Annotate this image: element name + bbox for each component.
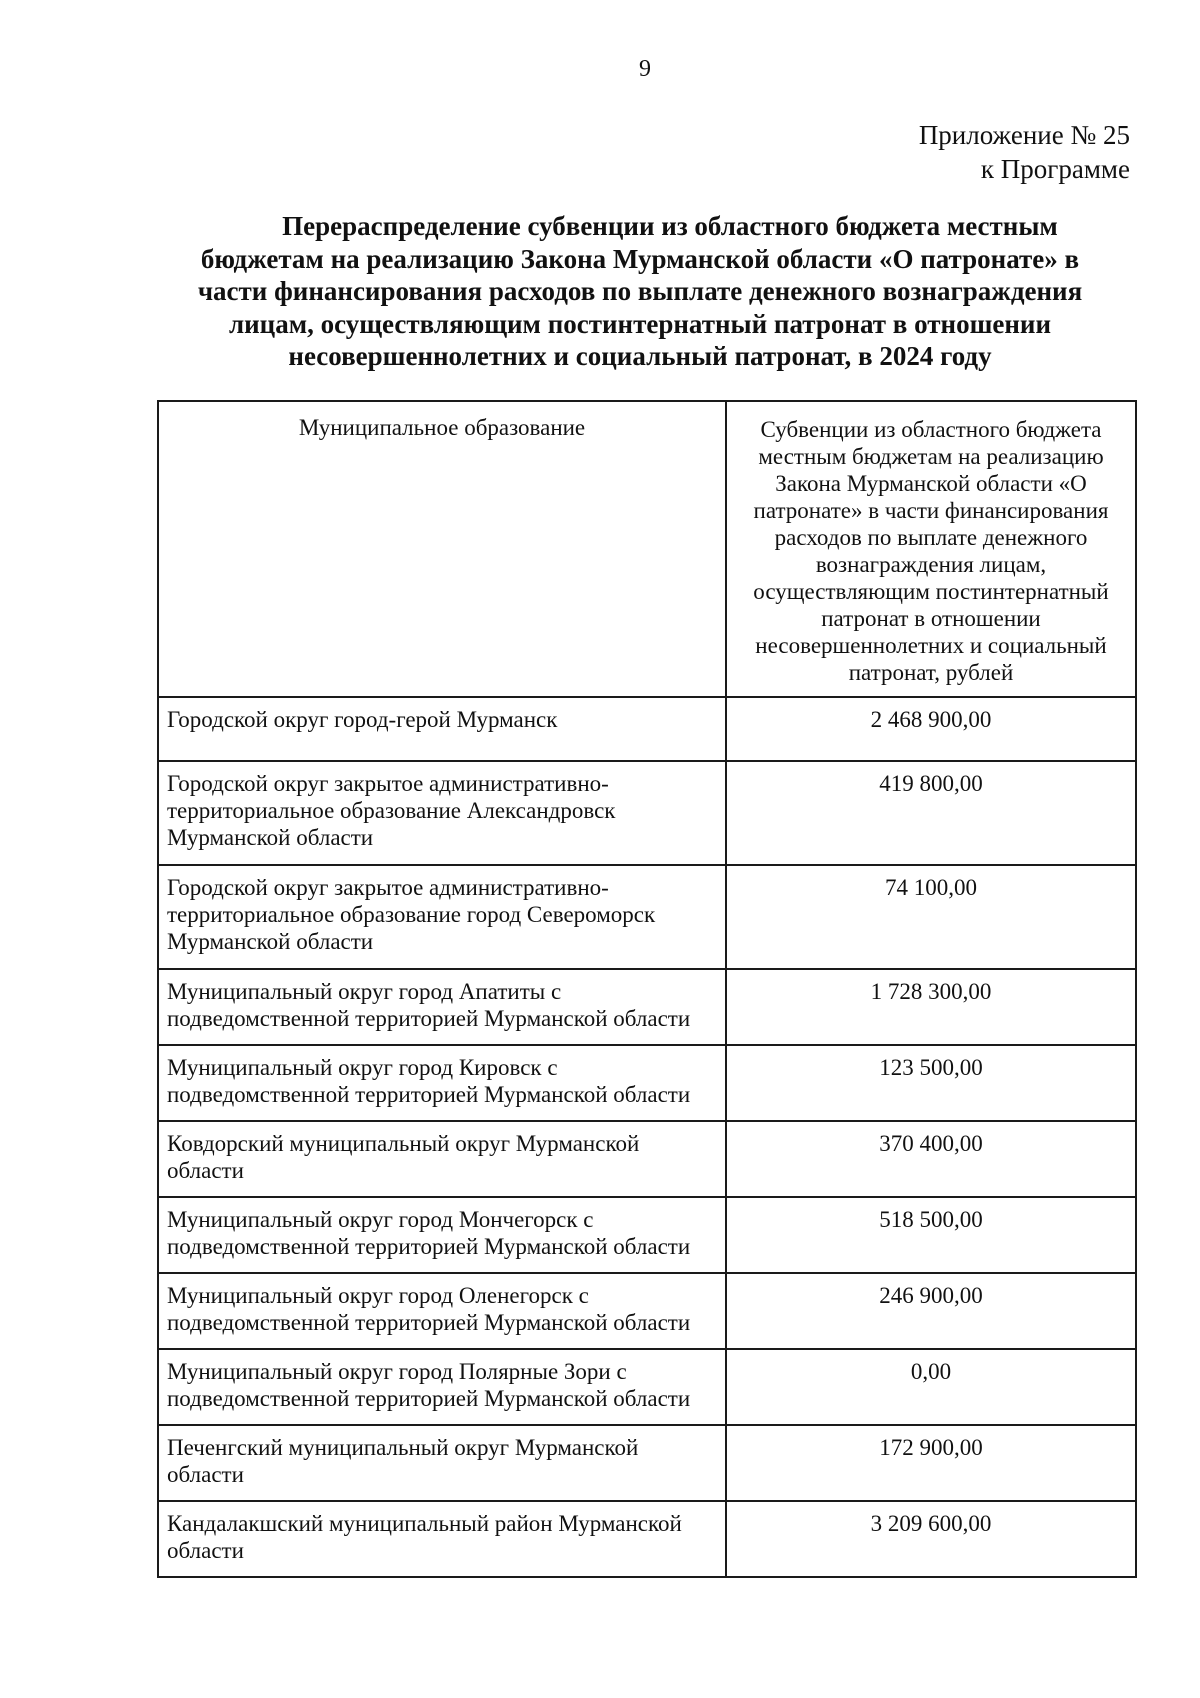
title-line-text: Перераспределение субвенции из областного бюджета местным [282, 211, 1058, 241]
table-row [158, 1121, 1136, 1197]
subvention-amount: 419 800,00 [726, 761, 1136, 865]
page-number: 9 [639, 56, 651, 82]
municipality-name: Муниципальный округ город Апатиты с подведомственной территорией Мурманской области [158, 969, 726, 1045]
title-line: несовершеннолетних и социальный патронат, в 2024 году [288, 341, 992, 371]
table-row [158, 969, 1136, 1045]
subvention-amount: 2 468 900,00 [726, 697, 1136, 761]
subvention-amount: 172 900,00 [726, 1425, 1136, 1501]
subvention-amount: 1 728 300,00 [726, 969, 1136, 1045]
title-line: части финансирования расходов по выплате денежного вознаграждения [197, 276, 1083, 306]
document-title [150, 210, 1130, 373]
subvention-amount: 518 500,00 [726, 1197, 1136, 1273]
table-row [158, 1501, 1136, 1577]
header-subvention: Субвенции из областного бюджета местным бюджетам на реализацию Закона Мурманской области «О патронате» в части финансирования расходов по выплате денежного вознаграждения лицам, осуществляющим постинтернатный патронат в отношении несовершеннолетних и социальный патронат, рублей [726, 401, 1136, 697]
table-row [158, 1045, 1136, 1121]
appendix-number: Приложение № 25 [918, 120, 1130, 150]
municipality-name: Муниципальный округ город Кировск с подведомственной территорией Мурманской области [158, 1045, 726, 1121]
municipality-name: Городской округ закрытое административно-территориальное образование город Североморск Мурманской области [158, 865, 726, 969]
subvention-amount: 3 209 600,00 [726, 1501, 1136, 1577]
subvention-amount: 123 500,00 [726, 1045, 1136, 1121]
table-row [158, 697, 1136, 761]
municipality-name: Муниципальный округ город Оленегорск с подведомственной территорией Мурманской области [158, 1273, 726, 1349]
table-row [158, 1425, 1136, 1501]
subvention-amount: 246 900,00 [726, 1273, 1136, 1349]
title-line: лицам, осуществляющим постинтернатный патронат в отношении [228, 308, 1052, 339]
municipality-name: Кандалакшский муниципальный район Мурманской области [158, 1501, 726, 1577]
municipality-name: Ковдорский муниципальный округ Мурманской области [158, 1121, 726, 1197]
table-row [158, 761, 1136, 865]
subvention-table [157, 400, 1137, 1578]
table-header-row [158, 401, 1136, 697]
municipality-name: Городской округ город-герой Мурманск [158, 697, 726, 761]
municipality-name: Муниципальный округ город Мончегорск с подведомственной территорией Мурманской области [158, 1197, 726, 1273]
table-row [158, 1273, 1136, 1349]
subvention-amount: 74 100,00 [726, 865, 1136, 969]
title-line: бюджетам на реализацию Закона Мурманской области «О патронате» в [200, 243, 1080, 274]
table-row [158, 865, 1136, 969]
municipality-name: Муниципальный округ город Полярные Зори с подведомственной территорией Мурманской области [158, 1349, 726, 1425]
table-row [158, 1197, 1136, 1273]
municipality-name: Городской округ закрытое административно-территориальное образование Александровск Мурманской области [158, 761, 726, 865]
appendix-program: к Программе [980, 154, 1130, 184]
subvention-amount: 370 400,00 [726, 1121, 1136, 1197]
appendix-header [919, 118, 1130, 186]
municipality-name: Печенгский муниципальный округ Мурманской области [158, 1425, 726, 1501]
header-municipality: Муниципальное образование [158, 401, 726, 697]
title-line [150, 210, 1130, 243]
subvention-amount: 0,00 [726, 1349, 1136, 1425]
table-row [158, 1349, 1136, 1425]
